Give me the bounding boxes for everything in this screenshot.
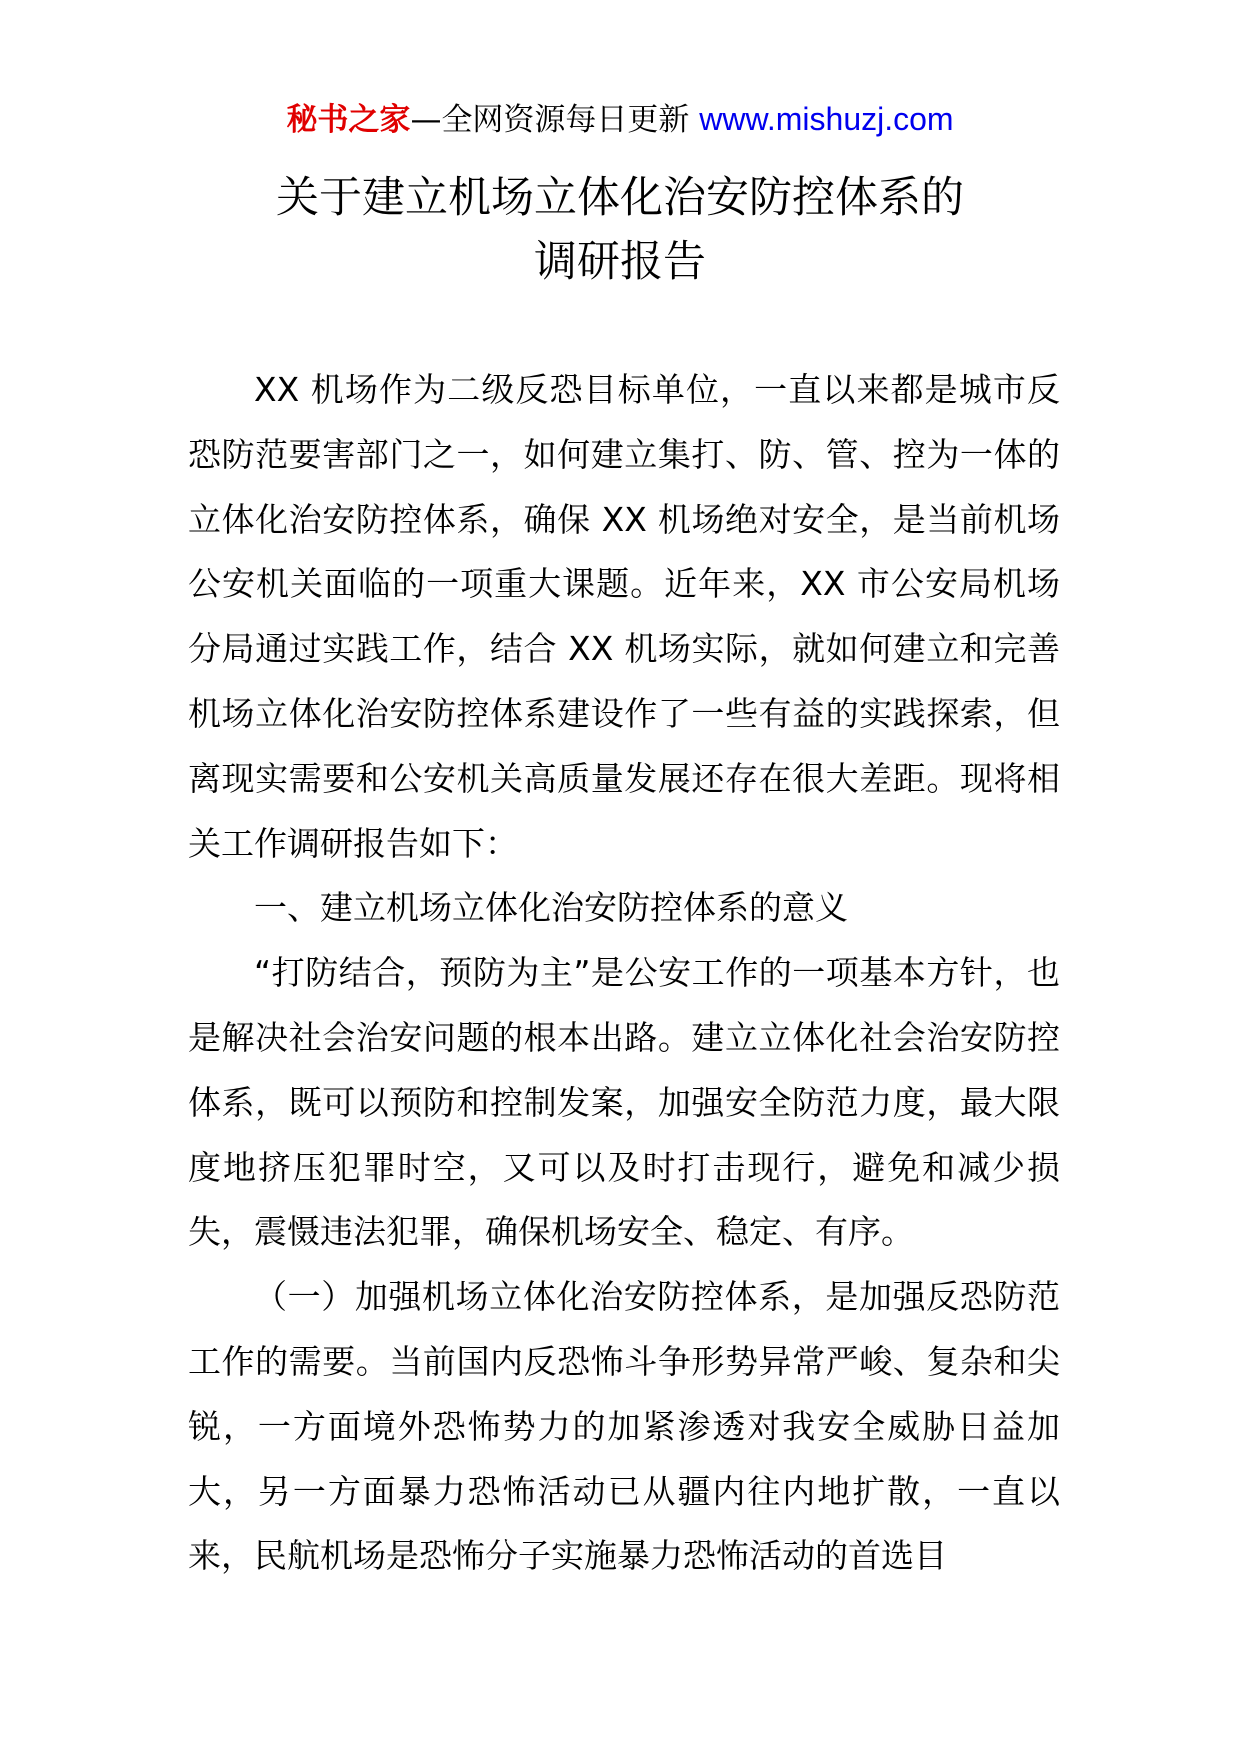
site-header (0, 98, 1240, 141)
section-heading-1: 一、建立机场立体化治安防控体系的意义 (254, 888, 848, 928)
site-url-link[interactable]: www.mishuzj.com (699, 101, 954, 137)
title-line-2: 调研报告 (534, 237, 706, 287)
title-line-1: 关于建立机场立体化治安防控体系的 (276, 173, 964, 223)
paragraph-principle: “打防结合，预防为主”是公安工作的一项基本方针，也是解决社会治安问题的根本出路。建立立体化社会治安防控体系，既可以预防和控制发案，加强安全防范力度，最大限度地挤压犯罪时空，又可以及时打击现行，避免和减少损失，震慑违法犯罪，确保机场安全、稳定、有序。 (188, 953, 1060, 1252)
document-title (0, 166, 1240, 294)
site-slogan: —全网资源每日更新 (410, 102, 700, 138)
document-body (188, 358, 1060, 1589)
paragraph-subsection-1: （一）加强机场立体化治安防控体系，是加强反恐防范工作的需要。当前国内反恐怖斗争形势异常严峻、复杂和尖锐，一方面境外恐怖势力的加紧渗透对我安全威胁日益加大，另一方面暴力恐怖活动已从疆内往内地扩散，一直以来，民航机场是恐怖分子实施暴力恐怖活动的首选目 (188, 1277, 1060, 1576)
site-brand: 秘书之家 (286, 102, 411, 138)
paragraph-intro: XX 机场作为二级反恐目标单位，一直以来都是城市反恐防范要害部门之一，如何建立集打、防、管、控为一体的立体化治安防控体系，确保 XX 机场绝对安全，是当前机场公安机关面临的一项重大课题。近年来，XX 市公安局机场分局通过实践工作，结合 XX 机场实际，就如何建立和完善机场立体化治安防控体系建设作了一些有益的实践探索，但离现实需要和公安机关高质量发展还存在很大差距。现将相关工作调研报告如下： (188, 370, 1060, 863)
